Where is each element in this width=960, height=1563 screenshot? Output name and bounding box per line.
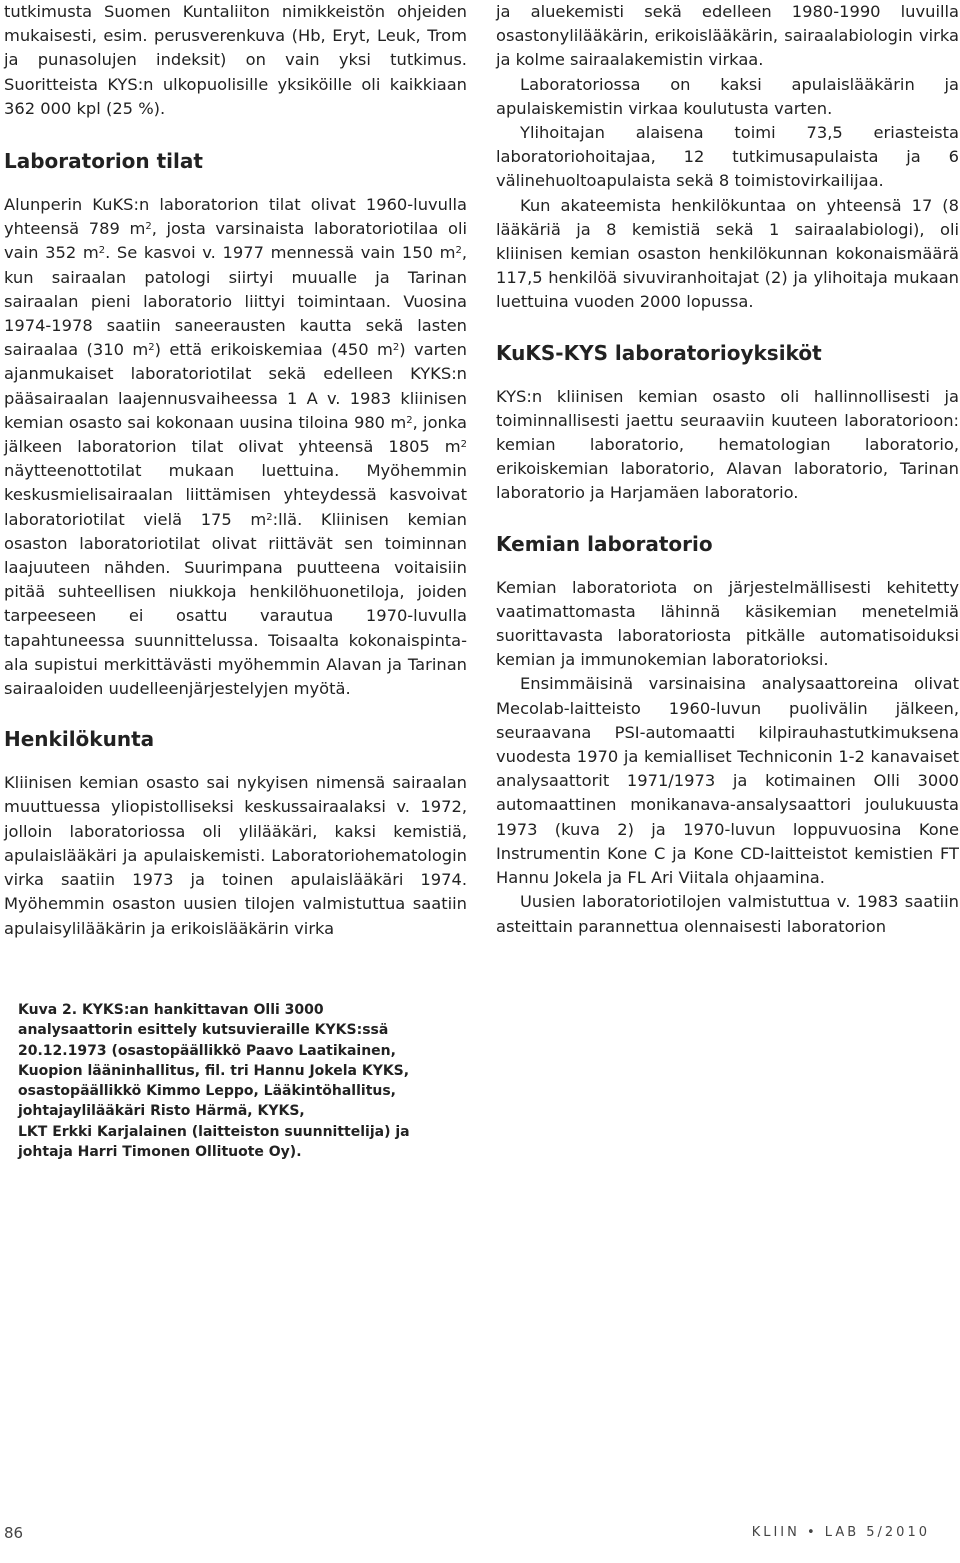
caption-text: Kuva 2. KYKS:an hankittavan Olli 3000 analysaattorin esittely kutsuvieraille KYKS:ssä 20.12.1973 (osastopäällikkö Paavo Laatikainen, Kuopion lääninhallitus, fil. tri Hannu Jokela KYKS, osastopäällikkö Kimmo Leppo, Lääkintöhallitus, johtajaylilääkäri Risto Härmä, KYKS, (18, 1002, 410, 1120)
caption-text-end: LKT Erkki Karjalainen (laitteiston suunnittelija) ja johtaja Harri Timonen Ollituote Oy). (18, 1123, 410, 1161)
paragraph-kemian-laboratorio-2: Ensimmäisinä varsinaisina analysaattoreina olivat Mecolab-laitteisto 1960-luvun puolivälin jälkeen, seuraavana PSI-automaatti kilpirauhastutkimuksena vuodesta 1970 ja kemialliset Techniconin 1-2 kanavaiset analysaattorit 1971/1973 ja kotimainen Olli 3000 automaattinen monikanava-ansalysaattori joulukuusta 1973 (kuva 2) ja 1970-luvun loppuvuosina Kone Instrumentin Kone C ja Kone CD-laitteistot kemistien FT Hannu Jokela ja FL Ari Viitala ohjaamina. (496, 674, 959, 888)
paragraph-laboratorioyksikot: KYS:n kliinisen kemian osasto oli hallinnollisesti ja toiminnallisesti jaettu seuraaviin kuuteen laboratorioon: kemian laboratorio, hematologian laboratorio, erikoiskemian laboratorio, Alavan laboratorio, Tarinan laboratorio ja Harjamäen laboratorio. (496, 386, 959, 503)
intro-paragraph: tutkimusta Suomen Kuntaliiton nimikkeistön ohjeiden mukaisesti, esim. perusverenkuva (Hb, Eryt, Leuk, Trom ja punasolujen indeksit) on vain yksi tutkimus. Suoritteista KYS:n ulkopuolisille yksiköille oli kaikkiaan 362 000 kpl (25 %). (4, 2, 467, 118)
paragraph-apulaislaakari: Laboratoriossa on kaksi apulaislääkärin ja apulaiskemistin virkaa koulutusta varten. (496, 74, 959, 118)
section-heading-kemian-laboratorio: Kemian laboratorio (496, 531, 713, 556)
section-heading-laboratorion-tilat: Laboratorion tilat (4, 149, 203, 174)
page-number: 86 (4, 1524, 24, 1542)
figure-caption (18, 1000, 438, 1162)
paragraph-henkilokunta-continued: ja aluekemisti sekä edelleen 1980-1990 luvuilla osastonylilääkärin, erikoislääkärin, sairaalabiologin virka ja kolme sairaalakemistin virkaa. (496, 2, 959, 70)
journal-name: KLIIN • LAB 5/2010 (751, 1525, 930, 1540)
paragraph-kemian-laboratorio-3: Uusien laboratoriotilojen valmistuttua v. 1983 saatiin asteittain parannettua olennaisesti laboratorion (496, 892, 959, 936)
paragraph-akateeminen-henkilokunta: Kun akateemista henkilökuntaa on yhteensä 17 (8 lääkäriä ja 8 kemistiä sekä 1 sairaalabiologi), oli kliinisen kemian osaston henkilökunnan kokonaismäärä 117,5 henkilöä sivuviranhoitajat (2) ja ylihoitaja mukaan luettuina vuoden 2000 lopussa. (496, 195, 959, 312)
paragraph-laboratorion-tilat: Alunperin KuKS:n laboratorion tilat olivat 1960-luvulla yhteensä 789 $m^2$, josta varsinaista laboratoriotilaa oli vain 352 $m^2$. Se kasvoi v. 1977 mennessä vain 150 $m^2$, kun sairaalan patologi siirtyi muualle ja Tarinan sairaalan pieni laboratorio liittyi toimintaan. Vuosina 1974-1978 saatiin saneerausten kautta sekä lasten sairaalaa (310 $m^2$) että erikoiskemiaa (450 $m^2$) varten ajanmukaiset laboratoriotilat sekä edelleen KYKS:n pääsairaalan laajennusvaiheessa 1 A v. 1983 kliinisen kemian osasto sai kokonaan uusina tiloina 980 $m^2$, jonka jälkeen laboratorion tilat olivat yhteensä 1805 $m^2$ näytteenottotilat mukaan luettuina. Myöhemmin keskusmielisairaalan liittämisen yhteydessä kasvoivat laboratoriotilat vielä 175 $m^2:llä$. Kliinisen kemian osaston laboratoriotilat olivat riittävät sen toiminnan laajuuteen nähden. Suurimpana puutteena voitaisiin pitää suhteellisen niukkoja henkilöhuonetiloja, joiden tarpeeseen ei osattu varautua 1970-luvulla tapahtuneessa suunnittelussa. Toisaalta kokonaispinta-ala supistui merkittävästi myöhemmin Alavan ja Tarinan sairaaloiden uudelleenjärjestelyjen myötä. (4, 195, 468, 699)
left-column (4, 0, 467, 941)
paragraph-henkilokunta: Kliinisen kemian osasto sai nykyisen nimensä sairaalan muuttuessa yliopistolliseksi keskussairaalaksi v. 1972, jolloin laboratoriossa oli ylilääkäri, kaksi kemistiä, apulaislääkäri ja apulaiskemisti. Laboratoriohematologin virka saatiin 1973 ja toinen apulaislääkäri 1974. Myöhemmin osaston uusien tilojen valmistuttua saatiin apulaisylilääkärin ja erikoislääkärin virka (4, 773, 467, 938)
paragraph-ylihoitaja: Ylihoitajan alaisena toimi 73,5 eriasteista laboratoriohoitajaa, 12 tutkimusapulaista ja 6 välinehuoltoapulaista sekä 8 toimistovirkailijaa. (496, 123, 959, 191)
section-heading-henkilokunta: Henkilökunta (4, 727, 155, 752)
paragraph-kemian-laboratorio-1: Kemian laboratoriota on järjestelmällisesti kehitetty vaatimattomasta lähinnä käsikemian menetelmiä suorittavasta laboratoriosta pitkälle automatisoiduksi kemian ja immunokemian laboratorioksi. (496, 577, 959, 670)
right-column (496, 0, 959, 939)
section-heading-laboratorioyksikot: KuKS-KYS laboratorioyksiköt (496, 340, 822, 365)
